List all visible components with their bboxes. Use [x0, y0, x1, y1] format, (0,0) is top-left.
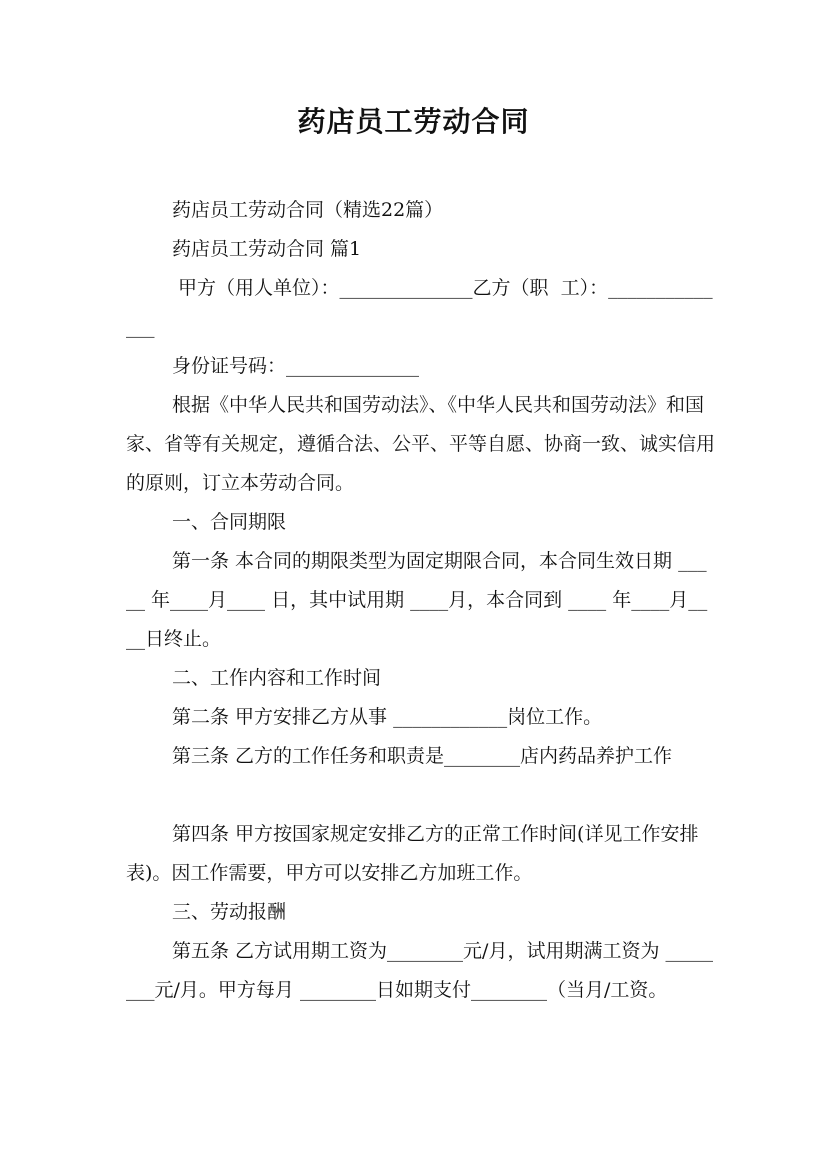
article-1-paragraph: 第一条 本合同的期限类型为固定期限合同，本合同生效日期 _____ 年____月____ 日，其中试用期 ____月，本合同到 ____ 年____月____日终止。 [126, 550, 708, 650]
heading-work-content: 二、工作内容和工作时间 [172, 667, 382, 689]
article-4-paragraph: 第四条 甲方按国家规定安排乙方的正常工作时间(详见工作安排表)。因工作需要，甲方可以安排乙方加班工作。 [126, 823, 699, 884]
document-title: 药店员工劳动合同 [297, 105, 530, 138]
article-3-paragraph: 第三条 乙方的工作任务和职责是________店内药品养护工作 [172, 745, 673, 767]
section-heading-1: 药店员工劳动合同 篇1 [172, 238, 362, 260]
heading-remuneration: 三、劳动报酬 [172, 901, 287, 923]
subtitle-paragraph: 药店员工劳动合同（精选22篇） [172, 199, 444, 221]
heading-contract-term: 一、合同期限 [172, 511, 287, 533]
basis-paragraph: 根据《中华人民共和国劳动法》、《中华人民共和国劳动法》和国家、省等有关规定，遵循合法、公平、平等自愿、协商一致、诚实信用的原则，订立本劳动合同。 [126, 394, 716, 494]
article-2-paragraph: 第二条 甲方安排乙方从事 ____________岗位工作。 [172, 706, 603, 728]
article-5-paragraph: 第五条 乙方试用期工资为________元/月，试用期满工资为 ________元/月。甲方每月 ________日如期支付________（当月/工资。 [126, 940, 713, 1001]
id-number-paragraph: 身份证号码：______________ [172, 355, 420, 377]
parties-paragraph: 甲方（用人单位）：______________乙方（职 工）：______________ [126, 277, 713, 338]
